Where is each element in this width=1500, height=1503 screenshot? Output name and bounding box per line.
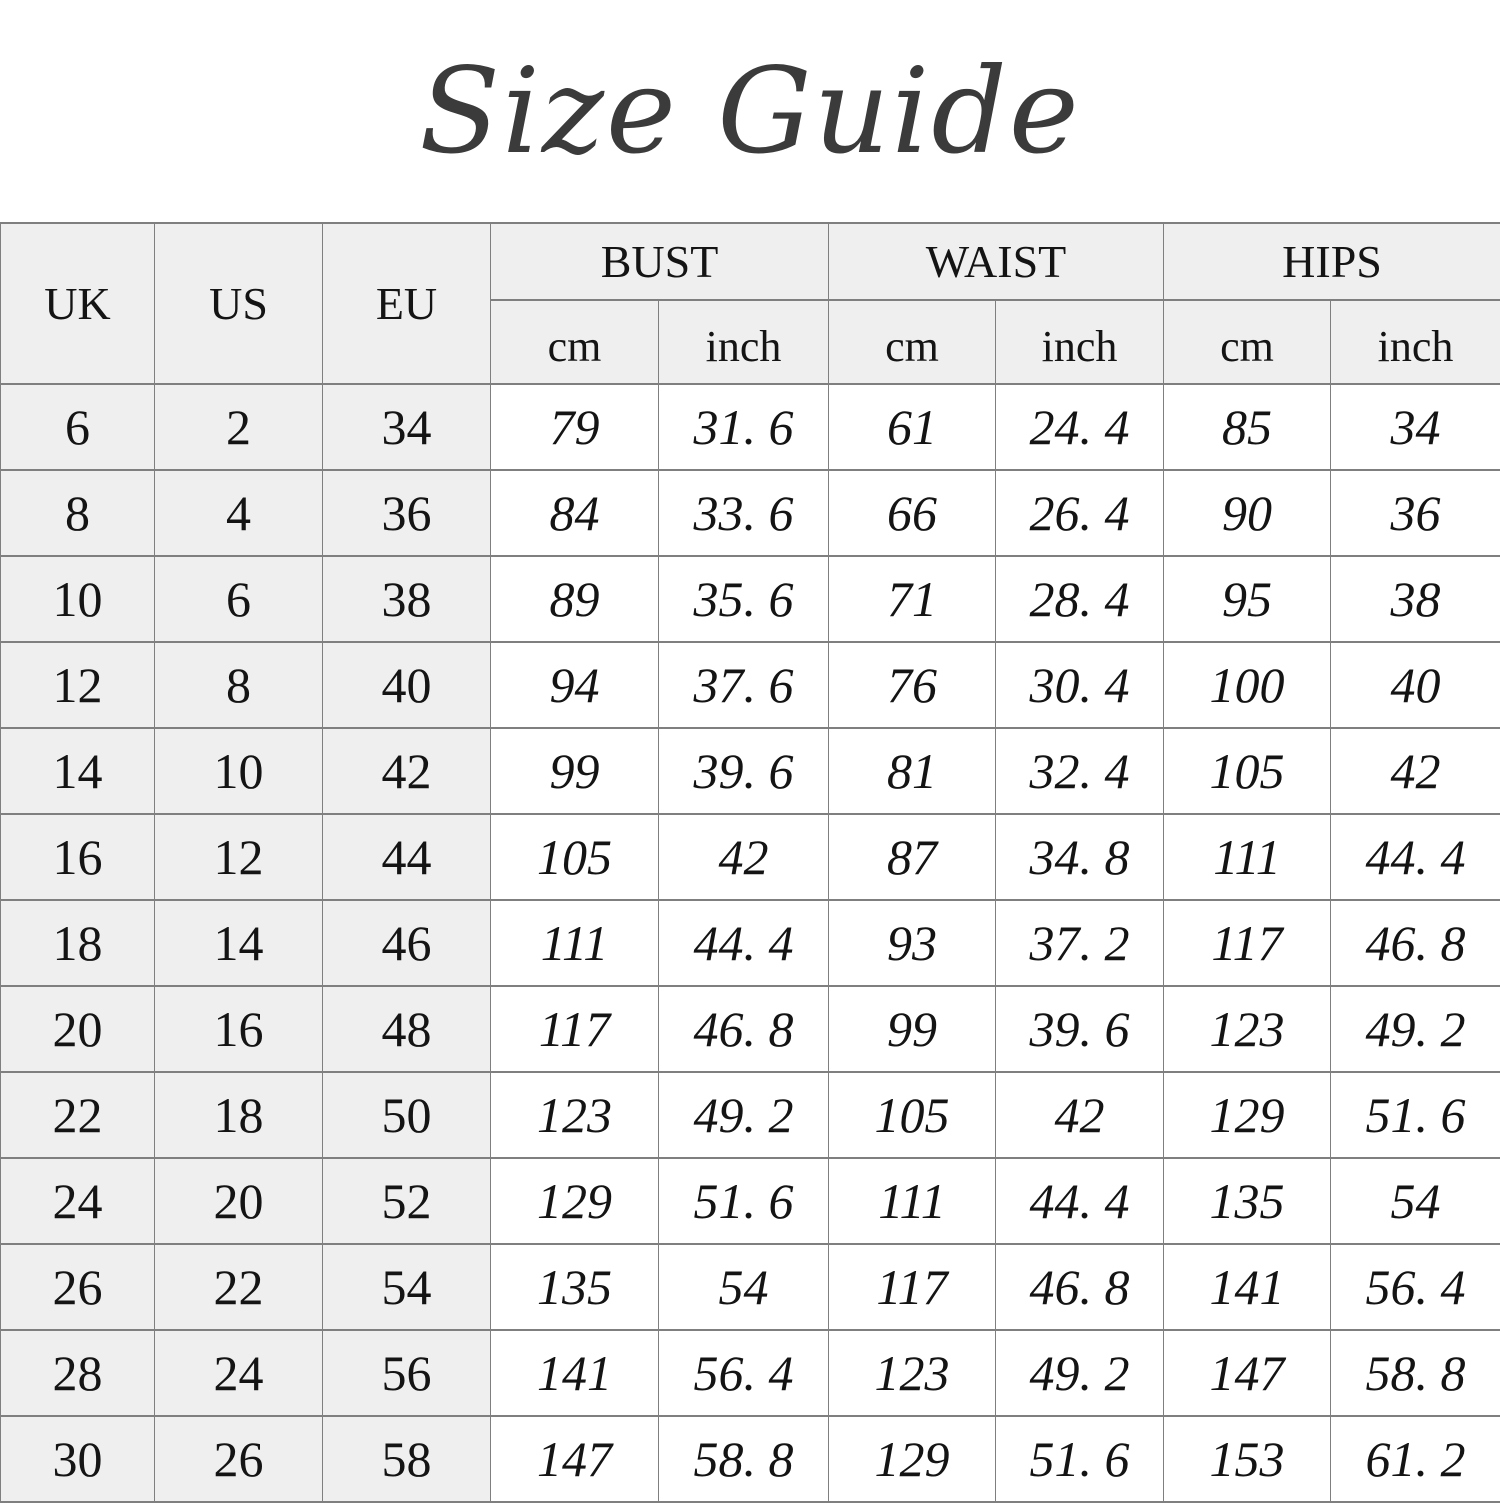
table-cell-waist-cm: 93 <box>829 900 996 986</box>
table-cell-waist-inch: 34. 8 <box>996 814 1164 900</box>
table-cell-bust-inch: 42 <box>659 814 829 900</box>
table-cell-hips-cm: 129 <box>1164 1072 1331 1158</box>
table-cell-bust-cm: 141 <box>491 1330 659 1416</box>
unit-header-waist-inch: inch <box>996 300 1164 384</box>
table-row <box>1 986 1500 1072</box>
table-cell-waist-cm: 66 <box>829 470 996 556</box>
table-cell-bust-cm: 111 <box>491 900 659 986</box>
table-cell-us: 14 <box>155 900 323 986</box>
table-cell-bust-inch: 51. 6 <box>659 1158 829 1244</box>
table-cell-bust-inch: 37. 6 <box>659 642 829 728</box>
table-cell-hips-inch: 54 <box>1331 1158 1500 1244</box>
table-cell-hips-cm: 100 <box>1164 642 1331 728</box>
table-cell-us: 12 <box>155 814 323 900</box>
table-cell-eu: 56 <box>323 1330 491 1416</box>
table-cell-uk: 26 <box>1 1244 155 1330</box>
unit-header-waist-cm: cm <box>829 300 996 384</box>
table-cell-uk: 28 <box>1 1330 155 1416</box>
table-cell-waist-cm: 111 <box>829 1158 996 1244</box>
table-cell-waist-inch: 30. 4 <box>996 642 1164 728</box>
table-row <box>1 1244 1500 1330</box>
table-cell-bust-cm: 99 <box>491 728 659 814</box>
table-cell-us: 6 <box>155 556 323 642</box>
table-cell-eu: 38 <box>323 556 491 642</box>
table-cell-waist-inch: 37. 2 <box>996 900 1164 986</box>
table-cell-uk: 8 <box>1 470 155 556</box>
table-cell-eu: 52 <box>323 1158 491 1244</box>
table-cell-hips-cm: 117 <box>1164 900 1331 986</box>
table-cell-uk: 12 <box>1 642 155 728</box>
table-cell-hips-inch: 49. 2 <box>1331 986 1500 1072</box>
unit-header-hips-cm: cm <box>1164 300 1331 384</box>
table-cell-hips-cm: 105 <box>1164 728 1331 814</box>
table-cell-bust-cm: 123 <box>491 1072 659 1158</box>
table-row <box>1 1416 1500 1502</box>
table-cell-hips-cm: 141 <box>1164 1244 1331 1330</box>
table-cell-bust-inch: 31. 6 <box>659 384 829 470</box>
table-cell-waist-cm: 123 <box>829 1330 996 1416</box>
table-cell-waist-inch: 46. 8 <box>996 1244 1164 1330</box>
table-cell-uk: 20 <box>1 986 155 1072</box>
col-header-eu: EU <box>323 223 491 384</box>
table-cell-uk: 16 <box>1 814 155 900</box>
table-cell-hips-cm: 85 <box>1164 384 1331 470</box>
table-cell-eu: 50 <box>323 1072 491 1158</box>
col-group-waist: WAIST <box>829 223 1164 300</box>
table-cell-hips-inch: 61. 2 <box>1331 1416 1500 1502</box>
table-cell-eu: 44 <box>323 814 491 900</box>
header-row-groups <box>1 223 1500 300</box>
table-cell-bust-inch: 49. 2 <box>659 1072 829 1158</box>
table-cell-eu: 40 <box>323 642 491 728</box>
table-cell-bust-inch: 46. 8 <box>659 986 829 1072</box>
table-cell-hips-cm: 153 <box>1164 1416 1331 1502</box>
table-body <box>1 384 1500 1502</box>
table-cell-waist-cm: 87 <box>829 814 996 900</box>
table-cell-uk: 30 <box>1 1416 155 1502</box>
table-cell-us: 16 <box>155 986 323 1072</box>
table-cell-bust-inch: 44. 4 <box>659 900 829 986</box>
table-row <box>1 1330 1500 1416</box>
table-cell-waist-inch: 26. 4 <box>996 470 1164 556</box>
table-cell-hips-inch: 44. 4 <box>1331 814 1500 900</box>
table-cell-hips-inch: 58. 8 <box>1331 1330 1500 1416</box>
table-cell-us: 20 <box>155 1158 323 1244</box>
table-cell-waist-cm: 117 <box>829 1244 996 1330</box>
table-row <box>1 1072 1500 1158</box>
table-cell-uk: 14 <box>1 728 155 814</box>
table-cell-us: 18 <box>155 1072 323 1158</box>
table-row <box>1 556 1500 642</box>
table-cell-hips-cm: 95 <box>1164 556 1331 642</box>
table-cell-uk: 24 <box>1 1158 155 1244</box>
table-cell-waist-inch: 24. 4 <box>996 384 1164 470</box>
table-row <box>1 1158 1500 1244</box>
table-cell-hips-cm: 90 <box>1164 470 1331 556</box>
table-cell-eu: 54 <box>323 1244 491 1330</box>
col-group-bust: BUST <box>491 223 829 300</box>
table-cell-waist-inch: 49. 2 <box>996 1330 1164 1416</box>
title-bar <box>0 0 1500 222</box>
table-cell-bust-inch: 54 <box>659 1244 829 1330</box>
table-cell-eu: 46 <box>323 900 491 986</box>
table-cell-bust-cm: 117 <box>491 986 659 1072</box>
size-guide-table <box>0 222 1500 1503</box>
table-cell-hips-cm: 147 <box>1164 1330 1331 1416</box>
table-header <box>1 223 1500 384</box>
table-cell-waist-cm: 76 <box>829 642 996 728</box>
table-cell-eu: 34 <box>323 384 491 470</box>
table-cell-waist-cm: 105 <box>829 1072 996 1158</box>
table-cell-waist-inch: 51. 6 <box>996 1416 1164 1502</box>
table-cell-bust-cm: 135 <box>491 1244 659 1330</box>
table-cell-uk: 6 <box>1 384 155 470</box>
table-cell-bust-inch: 39. 6 <box>659 728 829 814</box>
table-cell-bust-cm: 147 <box>491 1416 659 1502</box>
table-cell-hips-inch: 51. 6 <box>1331 1072 1500 1158</box>
table-cell-waist-cm: 81 <box>829 728 996 814</box>
table-cell-eu: 36 <box>323 470 491 556</box>
table-cell-waist-cm: 61 <box>829 384 996 470</box>
table-cell-us: 24 <box>155 1330 323 1416</box>
table-cell-hips-cm: 123 <box>1164 986 1331 1072</box>
table-cell-hips-inch: 46. 8 <box>1331 900 1500 986</box>
table-cell-eu: 58 <box>323 1416 491 1502</box>
table-cell-eu: 48 <box>323 986 491 1072</box>
table-cell-waist-inch: 28. 4 <box>996 556 1164 642</box>
table-cell-bust-cm: 84 <box>491 470 659 556</box>
table-cell-uk: 22 <box>1 1072 155 1158</box>
unit-header-hips-inch: inch <box>1331 300 1500 384</box>
table-row <box>1 642 1500 728</box>
table-cell-waist-inch: 39. 6 <box>996 986 1164 1072</box>
table-cell-bust-inch: 58. 8 <box>659 1416 829 1502</box>
table-cell-hips-inch: 42 <box>1331 728 1500 814</box>
table-cell-waist-inch: 32. 4 <box>996 728 1164 814</box>
table-cell-us: 2 <box>155 384 323 470</box>
table-cell-hips-inch: 34 <box>1331 384 1500 470</box>
table-cell-us: 8 <box>155 642 323 728</box>
table-cell-waist-inch: 44. 4 <box>996 1158 1164 1244</box>
page-title: Size Guide <box>419 52 1080 170</box>
table-row <box>1 814 1500 900</box>
table-row <box>1 470 1500 556</box>
table-cell-us: 4 <box>155 470 323 556</box>
table-row <box>1 384 1500 470</box>
table-cell-bust-cm: 105 <box>491 814 659 900</box>
table-cell-hips-inch: 56. 4 <box>1331 1244 1500 1330</box>
table-cell-hips-inch: 38 <box>1331 556 1500 642</box>
table-row <box>1 900 1500 986</box>
table-cell-bust-cm: 129 <box>491 1158 659 1244</box>
table-cell-waist-cm: 99 <box>829 986 996 1072</box>
unit-header-bust-inch: inch <box>659 300 829 384</box>
table-cell-hips-inch: 36 <box>1331 470 1500 556</box>
table-cell-bust-inch: 35. 6 <box>659 556 829 642</box>
table-cell-uk: 10 <box>1 556 155 642</box>
table-cell-bust-cm: 94 <box>491 642 659 728</box>
col-group-hips: HIPS <box>1164 223 1500 300</box>
table-cell-bust-cm: 79 <box>491 384 659 470</box>
table-cell-uk: 18 <box>1 900 155 986</box>
table-cell-hips-cm: 111 <box>1164 814 1331 900</box>
table-cell-waist-cm: 71 <box>829 556 996 642</box>
table-cell-waist-cm: 129 <box>829 1416 996 1502</box>
table-cell-bust-cm: 89 <box>491 556 659 642</box>
col-header-us: US <box>155 223 323 384</box>
table-cell-waist-inch: 42 <box>996 1072 1164 1158</box>
table-cell-us: 22 <box>155 1244 323 1330</box>
unit-header-bust-cm: cm <box>491 300 659 384</box>
table-row <box>1 728 1500 814</box>
table-cell-eu: 42 <box>323 728 491 814</box>
table-cell-us: 26 <box>155 1416 323 1502</box>
table-cell-us: 10 <box>155 728 323 814</box>
table-cell-hips-inch: 40 <box>1331 642 1500 728</box>
table-cell-hips-cm: 135 <box>1164 1158 1331 1244</box>
table-cell-bust-inch: 33. 6 <box>659 470 829 556</box>
table-cell-bust-inch: 56. 4 <box>659 1330 829 1416</box>
col-header-uk: UK <box>1 223 155 384</box>
